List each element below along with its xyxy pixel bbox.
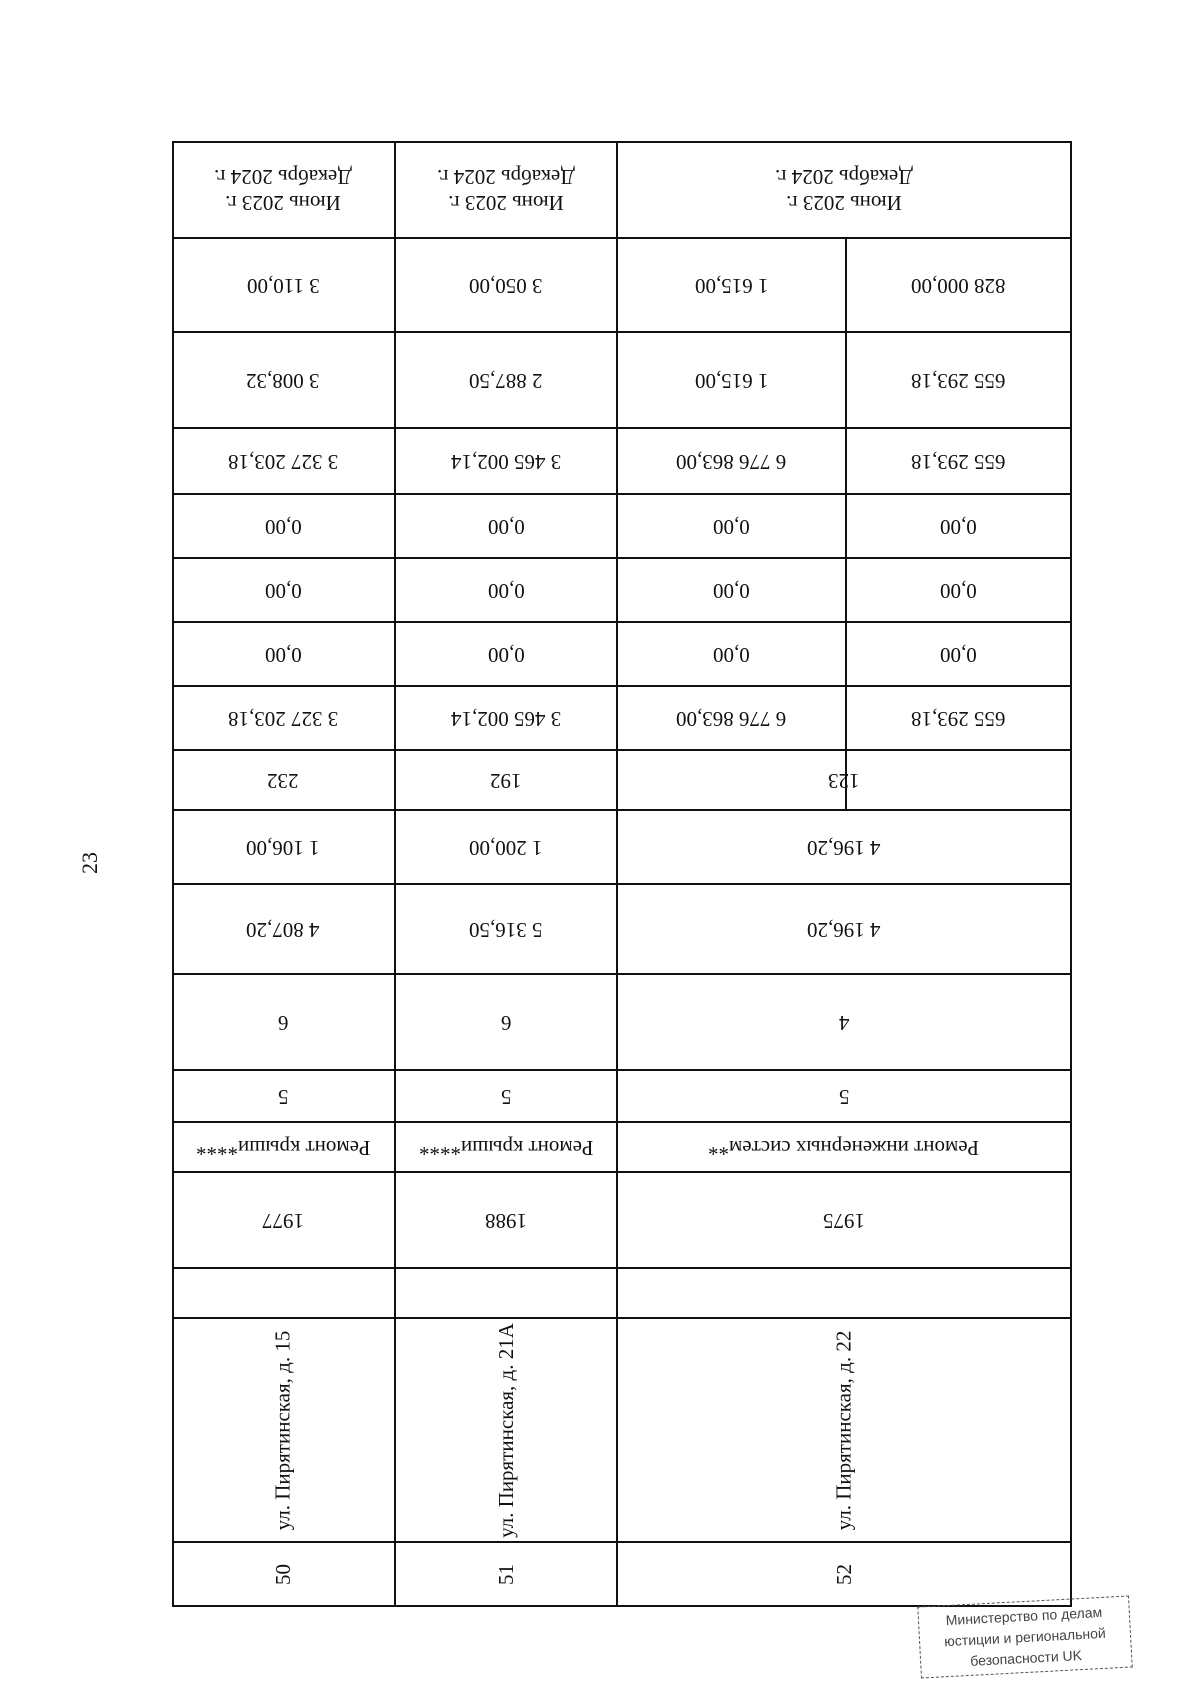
cell-unit-cost-1: 655 293,18 — [911, 368, 1006, 393]
cell-work-type: Ремонт крыши**** — [195, 1135, 371, 1160]
cell-period: Июнь 2023 г. Декабрь 2024 г. — [775, 165, 913, 215]
stamp-line: Министерство по делам — [945, 1603, 1103, 1629]
cell-zero-2: 0,00 — [264, 578, 302, 603]
cell-unit-cost-1: 3 008,32 — [246, 368, 320, 393]
cell-people: 192 — [490, 768, 522, 793]
cell-people: 123 — [828, 768, 860, 793]
cell-area-b: 1 200,00 — [469, 835, 543, 860]
cell-year: 1977 — [262, 1208, 304, 1233]
cell-col6: 6 — [500, 1010, 512, 1035]
cell-unit-cost-2: 1 615,00 — [694, 273, 769, 298]
cell-work-type: Ремонт инженерных систем** — [708, 1135, 980, 1160]
cell-col5: 5 — [277, 1084, 289, 1109]
cell-unit-cost-2: 3 110,00 — [246, 273, 320, 298]
cell-address: ул. Пирятинская, д. 15 — [270, 1330, 295, 1530]
cell-total-2: 3 327 203,18 — [227, 449, 339, 474]
cell-row-number: 51 — [493, 1563, 518, 1585]
page-number: 23 — [77, 852, 102, 874]
cell-zero-1: 0,00 — [713, 642, 750, 667]
cell-people: 232 — [267, 768, 299, 793]
cell-zero-2: 0,00 — [487, 578, 525, 603]
cell-col6: 6 — [277, 1010, 289, 1035]
cell-address: ул. Пирятинская, д. 22 — [831, 1330, 856, 1530]
cell-zero-3: 0,00 — [487, 514, 525, 539]
cell-row-number: 52 — [831, 1563, 856, 1585]
cell-zero-3: 0,00 — [713, 514, 750, 539]
cell-col6: 4 — [838, 1010, 850, 1035]
cell-col5: 5 — [838, 1084, 850, 1109]
cell-area-a: 5 316,50 — [469, 917, 543, 942]
cell-unit-cost-1: 1 615,00 — [694, 368, 769, 393]
cell-area-b: 4 196,20 — [807, 835, 881, 860]
stamp-line: юстиции и региональной — [943, 1624, 1107, 1650]
grid-line-vertical — [1070, 141, 1072, 1607]
cell-col5: 5 — [500, 1084, 512, 1109]
cell-unit-cost-2: 828 000,00 — [911, 273, 1006, 298]
cell-area-a: 4 196,20 — [807, 917, 881, 942]
cell-zero-1: 0,00 — [940, 642, 977, 667]
cell-period: Июнь 2023 г. Декабрь 2024 г. — [214, 165, 352, 215]
cell-area-a: 4 807,20 — [246, 917, 320, 942]
cell-year: 1975 — [823, 1208, 865, 1233]
cell-year: 1988 — [485, 1208, 527, 1233]
cell-area-b: 1 106,00 — [246, 835, 320, 860]
cell-total: 3 465 002,14 — [450, 706, 562, 731]
cell-unit-cost-1: 2 887,50 — [469, 368, 543, 393]
cell-zero-2: 0,00 — [713, 578, 750, 603]
cell-zero-2: 0,00 — [940, 578, 977, 603]
cell-total-2: 3 465 002,14 — [450, 449, 562, 474]
stamp-line: безопасности UK — [969, 1647, 1083, 1669]
cell-total: 6 776 863,00 — [676, 706, 787, 731]
cell-unit-cost-2: 3 050,00 — [469, 273, 543, 298]
cell-total: 3 327 203,18 — [227, 706, 339, 731]
cell-total-2: 655 293,18 — [911, 449, 1006, 474]
official-stamp — [917, 1596, 1132, 1679]
cell-zero-1: 0,00 — [487, 642, 525, 667]
grid-line-horizontal — [172, 1267, 1072, 1269]
cell-zero-3: 0,00 — [264, 514, 302, 539]
cell-address: ул. Пирятинская, д. 21А — [493, 1322, 518, 1538]
cell-work-type: Ремонт крыши**** — [418, 1135, 594, 1160]
cell-total-2: 6 776 863,00 — [676, 449, 787, 474]
repair-schedule-table — [172, 141, 1072, 1607]
cell-total: 655 293,18 — [911, 706, 1006, 731]
cell-row-number: 50 — [270, 1563, 295, 1585]
cell-zero-1: 0,00 — [264, 642, 302, 667]
cell-period: Июнь 2023 г. Декабрь 2024 г. — [437, 165, 575, 215]
cell-zero-3: 0,00 — [940, 514, 977, 539]
